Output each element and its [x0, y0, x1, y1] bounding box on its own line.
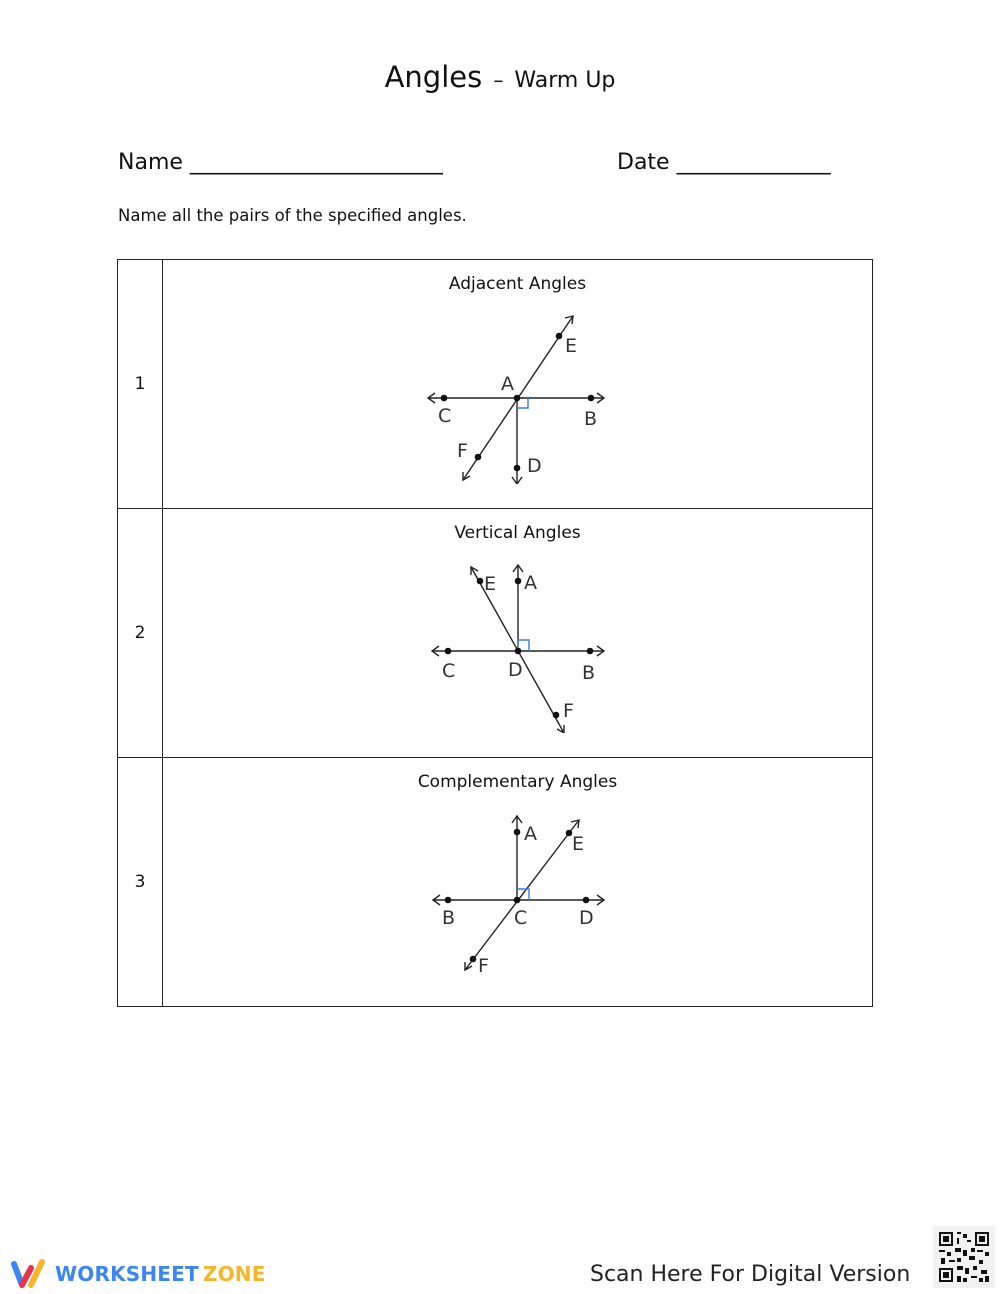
problem-number: 3: [118, 758, 163, 1007]
date-field[interactable]: [617, 150, 831, 175]
brand-name-part2: ZONE: [202, 1262, 266, 1286]
date-blank[interactable]: ______________: [676, 150, 831, 175]
brand-name-part1: WORKSHEET: [55, 1262, 199, 1286]
date-label: Date: [617, 150, 670, 175]
label-C: C: [437, 405, 451, 427]
label-A: A: [523, 572, 537, 594]
label-D: D: [578, 907, 594, 929]
label-E: E: [571, 833, 584, 855]
label-D: D: [507, 659, 523, 681]
title-subtitle: Warm Up: [514, 68, 616, 93]
label-F: F: [477, 955, 489, 977]
problem-number: 2: [118, 509, 163, 758]
page-title: [0, 60, 1000, 94]
title-main: Angles: [384, 60, 483, 94]
label-C: C: [441, 660, 455, 682]
problem-number: 1: [118, 260, 163, 509]
label-B: B: [441, 907, 455, 929]
problem-row: [118, 758, 873, 1007]
problem-cell: [163, 758, 873, 1007]
problem-title: Adjacent Angles: [448, 274, 587, 294]
scan-text: Scan Here For Digital Version: [590, 1262, 911, 1287]
name-blank[interactable]: _______________________: [189, 150, 443, 175]
label-D: D: [526, 455, 542, 477]
problems-table: [117, 259, 873, 1007]
title-separator: –: [493, 68, 504, 92]
label-F: F: [562, 700, 574, 722]
label-A: A: [500, 373, 514, 395]
label-A: A: [523, 823, 537, 845]
label-C: C: [513, 907, 527, 929]
qr-code-icon[interactable]: [933, 1226, 995, 1288]
problem-cell: [163, 509, 873, 758]
label-B: B: [583, 408, 597, 430]
label-B: B: [581, 662, 595, 684]
adjacent-angles-diagram: [418, 304, 618, 484]
label-E: E: [564, 335, 577, 357]
problem-title: Complementary Angles: [417, 772, 618, 792]
logo-mark-icon: [9, 1258, 49, 1290]
instructions: Name all the pairs of the specified angles.: [118, 206, 467, 225]
complementary-angles-diagram: [418, 802, 618, 982]
vertical-angles-diagram: [418, 553, 618, 733]
label-F: F: [456, 440, 468, 462]
name-field[interactable]: [118, 150, 443, 175]
problem-cell: [163, 260, 873, 509]
problem-row: [118, 260, 873, 509]
worksheetzone-logo[interactable]: [9, 1258, 266, 1290]
problem-row: [118, 509, 873, 758]
name-label: Name: [118, 150, 183, 175]
problem-title: Vertical Angles: [454, 523, 581, 543]
label-E: E: [483, 573, 496, 595]
